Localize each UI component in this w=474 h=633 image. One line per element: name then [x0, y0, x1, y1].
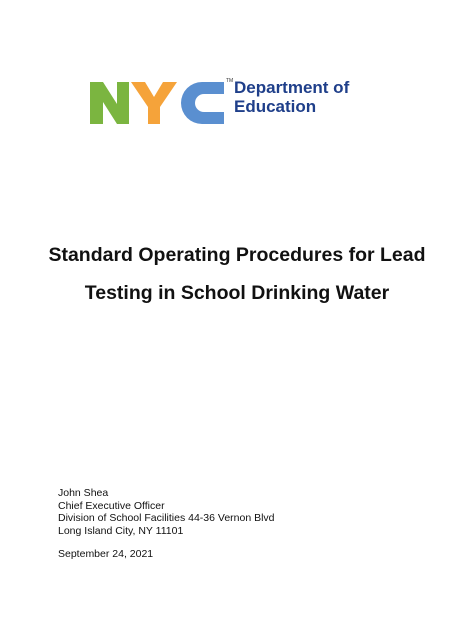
org-name — [234, 78, 349, 116]
author-role: Chief Executive Officer — [58, 499, 165, 512]
trademark-mark: TM — [226, 78, 234, 84]
logo-letter-n — [90, 82, 129, 124]
author-name: John Shea — [58, 487, 109, 499]
logo-letter-y — [131, 82, 177, 124]
title-line1: Standard Operating Procedures for Lead — [48, 244, 426, 266]
title-line2: Testing in School Drinking Water — [84, 282, 390, 304]
document-date: September 24, 2021 — [58, 548, 154, 560]
org-name-line2: Education — [234, 97, 317, 116]
org-name-line1: Department of — [234, 78, 350, 97]
nyc-letters-logo-mark — [90, 78, 230, 128]
author-city: Long Island City, NY 11101 — [58, 524, 184, 537]
author-block — [58, 487, 275, 537]
document-title — [0, 236, 474, 312]
logo-letter-c — [181, 82, 224, 124]
author-division: Division of School Facilities 44-36 Vernon Blvd — [58, 512, 275, 525]
nyc-doe-logo — [90, 78, 360, 128]
